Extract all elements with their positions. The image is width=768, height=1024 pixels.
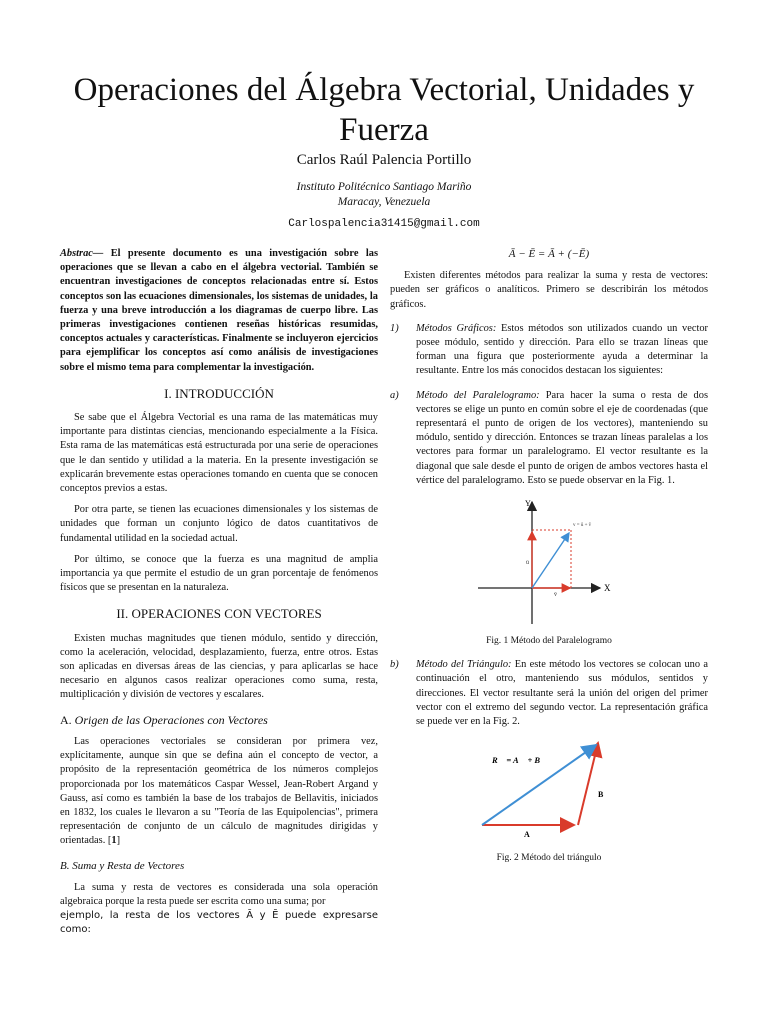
abstract-text: El presente documento es una investigación sobre las operaciones que se llevan a cabo en el álgebra vectorial. También se encuentran investigaciones de conceptos relacionadas entre sí. Estos conceptos son las ecuaciones dimensionales, los sistemas de unidades, la fuerza y una breve introducción a los diagramas de cuerpo libre. Las primeras investigaciones contienen reseñas históricas resumidas, conceptos actuales y características. Finalmente se incluyeron ejercicios para ejemplificar los conceptos así como análisis de investigaciones sobre el mismo tema para complementar la investigación. (60, 248, 378, 373)
abstract-label: Abstrac— (60, 248, 104, 259)
subsection-a-label: A. (60, 712, 72, 727)
origin-text: Las operaciones vectoriales se consideran por primera vez, explícitamente, aunque sin que se defina aún el concepto de vector, a propósito de la representación geométrica de los números complejos proporcionada por los matemáticos Caspar Wessel, Jean-Robert Argand y Gauss, así como es también la base de los trabajos de Bellavitis, iniciados en 1832, los cuales le llevaron a su "Teoría de las Equipolencias", primera representación de conjunto de un cálculo de magnitudes dirigidas y orientadas. [ (60, 735, 378, 847)
sum-paragraph-line-2: ejemplo, la resta de los vectores Ā y Ē puede expresarse como: (60, 910, 378, 936)
u-label: ū (526, 560, 529, 567)
item-b-title: Método del Triángulo: (416, 659, 512, 671)
b-label: B⃗ (598, 790, 610, 800)
a-label: A⃗ (524, 830, 536, 840)
item-b-label: b) (390, 659, 399, 671)
figure-2-caption: Fig. 2 Método del triángulo (496, 853, 602, 864)
vectors-paragraph-1: Existen muchas magnitudes que tienen módulo, sentido y dirección, como la aceleración, velocidad, desplazamiento, fuerza, entre otros. Estas son aplicadas en diversas áreas de las ciencias, y para aplicarlas se hace necesario en algunos casos realizar operaciones como suma, resta, multiplicación y división de vectores y escalares. (60, 632, 378, 701)
y-axis-label: Y (525, 499, 531, 509)
subsection-b-heading: B. Suma y Resta de Vectores (60, 859, 185, 872)
origin-paragraph (60, 735, 378, 849)
right-column (390, 247, 708, 873)
section-1-heading: I. INTRODUCCIÓN (164, 385, 274, 401)
item-1-label: 1) (390, 322, 399, 334)
intro-paragraph-3: Por último, se conoce que la fuerza es una magnitud de amplia importancia ya que permite el estudio de un gran porcentaje de fenómenos físicos que se presentan en la naturaleza. (60, 553, 378, 594)
x-axis-label: X (604, 583, 611, 594)
resultant-vector (532, 533, 569, 588)
item-a-text: Para hacer la suma o resta de dos vectores se elige un punto en común sobre el eje de coordenadas (que representará el punto de origen de los vectores), manteniendo su módulo, sentido y dirección. Entonces se trazan líneas paralelas a los vectores para formar un paralelogramo. El vector resultante es la diagonal que sale desde el punto de origen de ambos vectores hasta el vértice del paralelogramo. Esto se puede observar en la Fig. 1. (416, 389, 708, 486)
item-1-text: Estos métodos son utilizados cuando un vector posee módulo, sentido y dirección. Para ello se trazan líneas que forman una figura que posteriormente ayuda a determinar la resultante. Entre los más conocidos destacan los siguientes: (416, 322, 708, 377)
figure-1-caption: Fig. 1 Método del Paralelogramo (486, 636, 612, 647)
subsection-a-heading (60, 713, 378, 727)
section-2-heading: II. OPERACIONES CON VECTORES (116, 606, 322, 622)
item-graphic-methods (390, 322, 708, 379)
methods-paragraph: Existen diferentes métodos para realizar la suma y resta de vectores: pueden ser gráficos o analíticos. Primero se describirán los métodos gráficos. (390, 270, 708, 310)
item-a-title: Método del Paralelogramo: (416, 389, 540, 401)
intro-paragraph-1: Se sabe que el Álgebra Vectorial es una rama de las matemáticas muy importante para distintas ciencias, mencionando especialmente a la Física. Esta rama de las matemáticas está estructurada por una serie de operaciones que le dan sentido y utilidad a la materia. En la presente investigación se explicarán brevemente estas operaciones tomando en cuenta que se conocen conceptos previos a estas. (60, 412, 378, 495)
triangle-figure (474, 737, 624, 847)
triangle-equation: R⃗ = A⃗ + B⃗ (492, 755, 547, 766)
item-b-text: En este método los vectores se colocan uno a continuación el otro, manteniendo sus módulos, sentidos y direcciones. El vector resultante será la unión del origen del primer vector con el extremo del segundo vector. La representación gráfica se puede ver en la Fig. 2. (416, 659, 708, 728)
paper-title: Operaciones del Álgebra Vectorial, Unidades y Fuerza (73, 72, 695, 148)
left-column (60, 247, 378, 945)
author-name: Carlos Raúl Palencia Portillo (296, 152, 472, 168)
item-triangle (390, 658, 708, 729)
origin-text-end: ] (116, 835, 121, 847)
subtraction-equation: Ā − Ē = Ā + (−Ē) (508, 248, 590, 260)
subsection-a-title: Origen de las Operaciones con Vectores (74, 712, 268, 727)
item-1-title: Métodos Gráficos: (416, 322, 497, 334)
abstract (60, 247, 378, 375)
author-email: Carlospalencia31415@gmail.com (288, 218, 480, 230)
intro-paragraph-2: Por otra parte, se tienen las ecuaciones dimensionales y los sistemas de unidades que forman un conjunto lógico de datos cuantitativos de fundamental utilidad en la sociedad actual. (60, 504, 378, 544)
affiliation-city: Maracay, Venezuela (337, 196, 431, 208)
affiliation-institute: Instituto Politécnico Santiago Mariño (296, 181, 472, 193)
citation-ref[interactable]: 1 (111, 835, 117, 847)
item-parallelogram (390, 389, 708, 488)
sum-paragraph: La suma y resta de vectores es considerada una sola operación algebraica porque la resta puede ser escrita como una suma; por (60, 881, 378, 907)
v-label: v̄ (554, 592, 557, 599)
parallelogram-figure (474, 496, 624, 630)
item-a-label: a) (390, 389, 399, 401)
resultant-label: v = ū + v̄ (573, 523, 592, 529)
